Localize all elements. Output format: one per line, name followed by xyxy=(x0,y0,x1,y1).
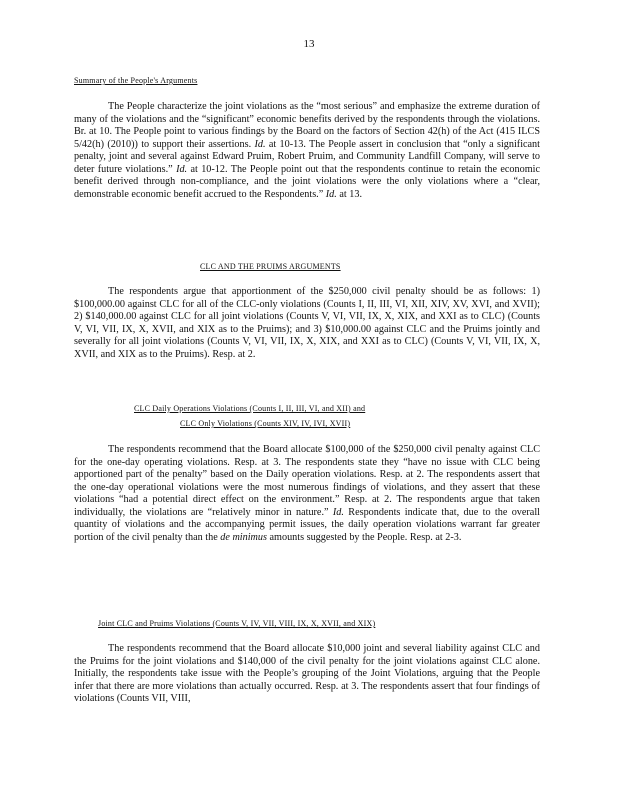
summary-text-c: at 10-12. The People point out that the respondents continue to retain the economic benefit derived through non-compliance, and the joint violations were the only violations where a “clear, demonstrable economic benefit accrued to the Respondents.” xyxy=(74,163,540,200)
summary-id-citation-2: Id. xyxy=(176,163,188,175)
summary-text-b: at 10-13. The People assert in conclusion that “only a significant penalty, joint and several against Edward Pruim, Robert Pruim, and Community Landfill Company, will serve to deter future violations.” xyxy=(74,138,540,175)
summary-id-citation-1: Id. xyxy=(254,138,266,150)
daily-ops-text-b: Respondents indicate that, due to the overall quantity of violations and the accompanying permit issues, the daily operation violations warrant far greater portion of the civil penalty than the xyxy=(74,506,540,543)
arguments-heading: CLC AND THE PRUIMS ARGUMENTS xyxy=(200,262,341,271)
daily-ops-text-c: amounts suggested by the People. Resp. at 2-3. xyxy=(266,531,462,543)
page-number: 13 xyxy=(303,38,315,50)
summary-id-citation-3: Id. xyxy=(325,188,337,200)
summary-heading: Summary of the People's Arguments xyxy=(74,76,198,85)
summary-text-d: at 13. xyxy=(336,188,363,200)
daily-ops-id-citation: Id. xyxy=(332,506,344,518)
summary-paragraph xyxy=(74,101,540,201)
joint-violations-paragraph: The respondents recommend that the Board allocate $10,000 joint and several liability against CLC and the Pruims for the joint violations and $140,000 of the civil penalty for the joint violations against CLC alone. Initially, the respondents take issue with the People’s grouping of the Joint Violations, arguing that the People infer that there are more violations than actually occurred. Resp. at 3. The respondents assert that four findings of violations (Counts VII, VIII, xyxy=(74,643,540,704)
joint-violations-heading: Joint CLC and Pruims Violations (Counts V, IV, VII, VIII, IX, X, XVII, and XIX) xyxy=(98,619,376,628)
de-minimus-term: de minimus xyxy=(220,531,267,543)
arguments-paragraph: The respondents argue that apportionment of the $250,000 civil penalty should be as follows: 1) $100,000.00 against CLC for all of the CLC-only violations (Counts I, II, III, VI, XII, XIV, XV, XVI, and XVII); 2) $140,000.00 against CLC for all joint violations (Counts V, VI, VII, IX, X, XIX, and XXI as to CLC) (Counts V, VI, VII, IX, X, XVII, and XIX as to the Pruims); and 3) $10,000.00 against CLC and the Pruims jointly and severally for all joint violations (Counts V, VI, VII, IX, X, XIX, and XXI as to CLC) (Counts V, VI, VII, IX, X, XVII, and XIX as to the Pruims). Resp. at 2. xyxy=(74,286,540,360)
daily-ops-paragraph xyxy=(74,444,540,544)
daily-ops-text-a: The respondents recommend that the Board allocate $100,000 of the $250,000 civil penalty against CLC for the one-day operating violations. Resp. at 3. The respondents state they “have no issue with CLC being apportioned part of the penalty” based on the Daily operation violations. Resp. at 2. The respondents assert that the one-day operational violations were the most numerous findings of violations, and they assert that these violations “had a potential direct effect on the environment.” Resp. at 2. The respondents argue that taken individually, the violations are “relatively minor in nature.” xyxy=(74,444,540,518)
daily-ops-heading-line-2: CLC Only Violations (Counts XIV, IV, IVI, XVII) xyxy=(180,419,351,428)
daily-ops-heading-line-1: CLC Daily Operations Violations (Counts I, II, III, VI, and XII) and xyxy=(134,404,366,413)
summary-text-a: The People characterize the joint violations as the “most serious” and emphasize the extreme duration of many of the violations and the “significant” economic benefits derived by the respondents through the violations. Br. at 10. The People point to various findings by the Board on the factors of Section 42(h) of the Act (415 ILCS 5/42(h) (2010)) to support their assertions. xyxy=(74,101,540,150)
